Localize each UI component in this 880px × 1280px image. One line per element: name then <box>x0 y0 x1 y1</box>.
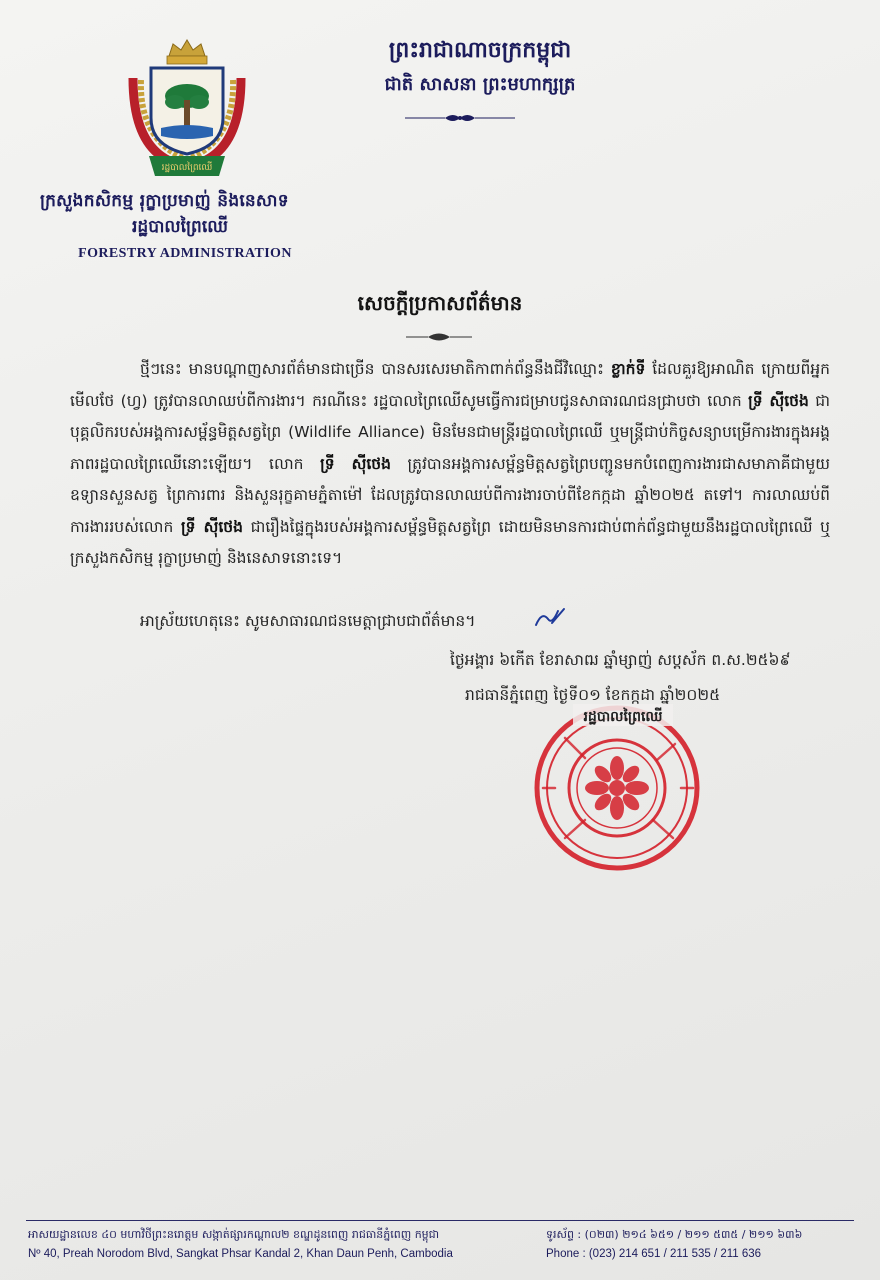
footer-address-khmer: អាសយដ្ឋានលេខ ៤០ មហាវិថីព្រះនរោត្តម សង្កាត់ផ្សារកណ្តាល២ ខណ្ឌដូនពេញ រាជធានីភ្នំពេញ កម្ពុជា <box>28 1228 440 1241</box>
body-paragraph <box>70 354 830 575</box>
elephant-name: ខ្លាក់ទី <box>610 360 646 378</box>
logo-ribbon-text: រដ្ឋបាលព្រៃឈើ <box>161 163 213 173</box>
official-seal <box>525 698 705 874</box>
kingdom-title: ព្រះរាជាណាចក្រកម្ពុជា <box>388 38 572 63</box>
document-body <box>70 354 830 575</box>
footer-phone-khmer: ទូរស័ព្ទ : (០២៣) ២១៤ ៦៥១ / ២១១ ៥៣៥ / ២១១ ៦៣៦ <box>546 1228 803 1241</box>
body-text-1: ថ្មីៗនេះ មានបណ្តាញសារព័ត៌មានជាច្រើន បានសរសេរមាតិកាពាក់ព័ន្ធនឹងជីវិឈ្មោះ <box>140 360 611 378</box>
footer-phone-english: Phone : (023) 214 651 / 211 535 / 211 636 <box>546 1248 762 1260</box>
solar-date: រាជធានីភ្នំពេញ ថ្ងៃទី០១ ខែកក្កដា ឆ្នាំ២០២៥ <box>465 686 721 704</box>
body-text-3: ជាបុគ្គលិករបស់អង្គការសម្ព័ន្ធមិត្តសត្វព្រៃ (Wildlife Alliance) មិនមែនជាមន្ត្រីរដ្ឋបាលព្រៃឈើ ឬមន្ត្រីជាប់កិច្ចសន្យាបម្រើការងារក្នុងអង្គភាពរដ្ឋបាលព្រៃឈើនោះឡើយ។ លោក <box>70 391 830 473</box>
body-text-2: ដែលគួរឱ្យអាណិត ក្រោយពីអ្នកមើលថែ (ហ្វ) ត្រូវបានលាឈប់ពីការងារ។ ករណីនេះ រដ្ឋបាលព្រៃឈើសូមធ្វើការជម្រាបជូនសាធារណជនជ្រាបថា លោក <box>70 360 831 410</box>
footer-address-english: Nº 40, Preah Norodom Blvd, Sangkat Phsar Kandal 2, Khan Daun Penh, Cambodia <box>28 1248 453 1260</box>
seal-signature-text: រដ្ឋបាលព្រៃឈើ <box>583 709 663 725</box>
ministry-name-khmer: ក្រសួងកសិកម្ម រុក្ខាប្រមាញ់ និងនេសាទ <box>40 191 289 211</box>
body-text-5: ជារឿងផ្ទៃក្នុងរបស់អង្គការសម្ព័ន្ធមិត្តសត្វព្រៃ ដោយមិនមានការជាប់ពាក់ព័ន្ធជាមួយនឹងរដ្ឋបាលព្រៃឈើ ឬក្រសួងកសិកម្ម រុក្ខាប្រមាញ់ និងនេសាទនោះទេ។ <box>70 517 830 567</box>
person-name-3: ទ្រី ស៊ីថេង <box>180 517 243 536</box>
agency-name-khmer: រដ្ឋបាលព្រៃឈើ <box>132 217 228 237</box>
title-ornament-icon <box>406 330 472 344</box>
header-ornament-icon <box>405 110 515 126</box>
agency-name-english: FORESTRY ADMINISTRATION <box>78 246 292 261</box>
national-motto: ជាតិ សាសនា ព្រះមហាក្សត្រ <box>384 74 576 95</box>
forestry-administration-logo <box>123 38 251 180</box>
lunar-date: ថ្ងៃអង្គារ ៦កើត ខែរាសាឍ ឆ្នាំម្សាញ់ សប្តស័ក ព.ស.២៥៦៩ <box>450 651 791 669</box>
footer-divider <box>26 1220 854 1221</box>
document-title: សេចក្តីប្រកាសព័ត៌មាន <box>357 291 523 315</box>
handwritten-initial-icon <box>532 605 568 631</box>
closing-line: អាស្រ័យហេតុនេះ សូមសាធារណជនមេត្តាជ្រាបជាព័ត៌មាន។ <box>140 612 476 630</box>
person-name-1: ទ្រី ស៊ីថេង <box>748 391 809 410</box>
body-text-4: ត្រូវបានអង្គការសម្ព័ន្ធមិត្តសត្វព្រៃបញ្ជូនមកបំពេញការងារជាសមាភាគីជាមួយឧទ្យានសួនសត្វ ព្រៃការពារ និងសួនរុក្ខគាមភ្នំតាម៉ៅ ដែលត្រូវបានលាឈប់ពីការងារចាប់ពីខែកក្កដា ឆ្នាំ២០២៥ តទៅ។ ការលាឈប់ពីការងាររបស់លោក <box>70 454 830 536</box>
person-name-2: ទ្រី ស៊ីថេង <box>320 454 391 473</box>
